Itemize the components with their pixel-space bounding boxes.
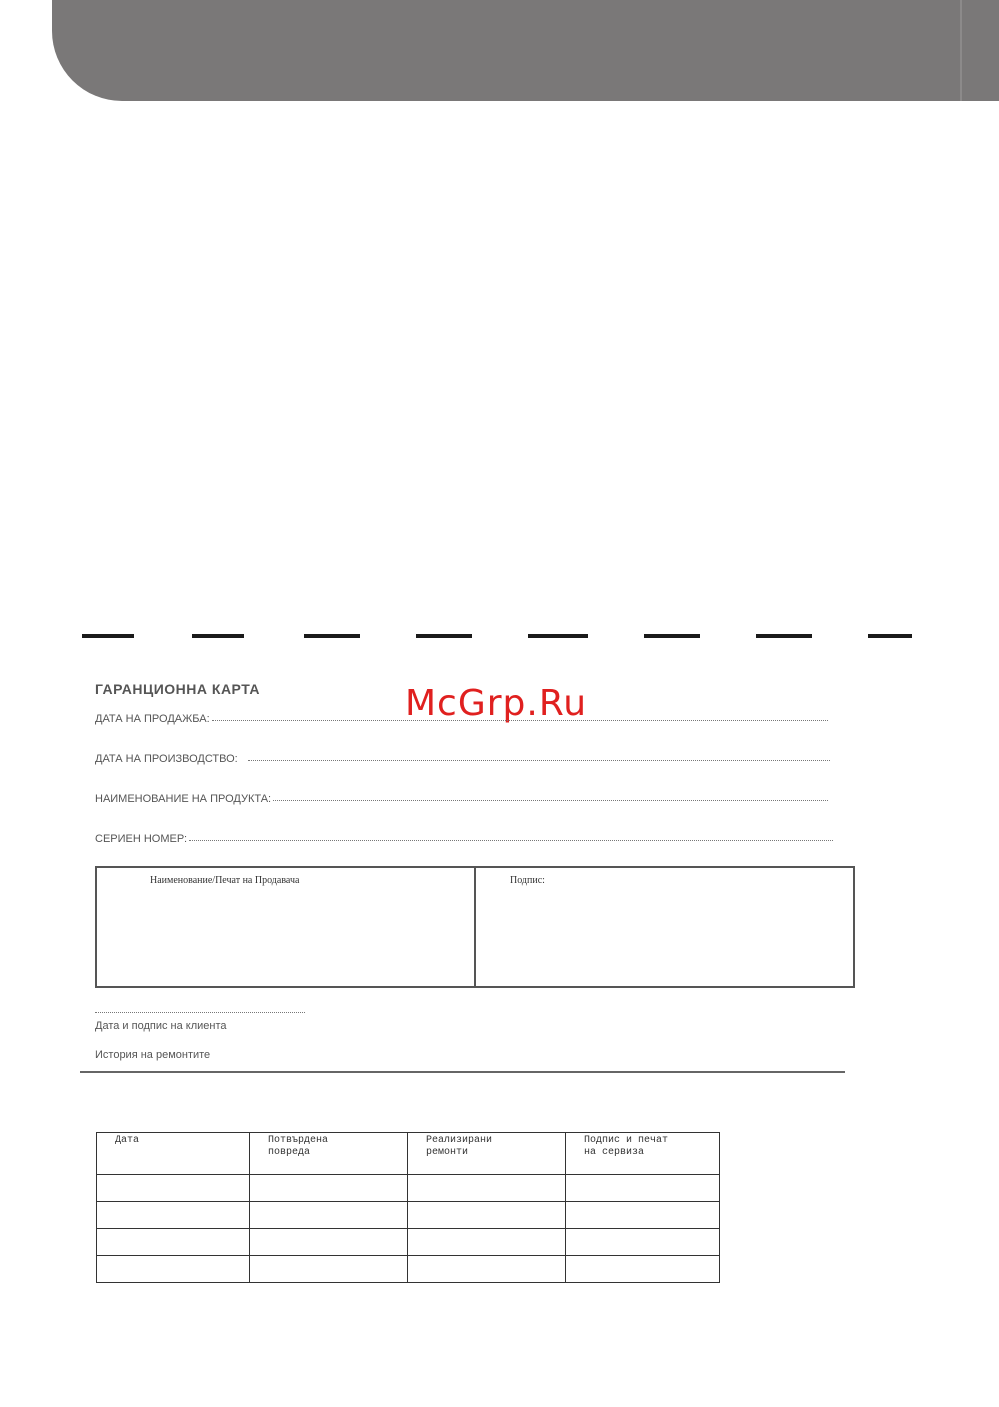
repair-history-table: [96, 1132, 720, 1283]
field-sale-date[interactable]: [95, 709, 828, 725]
field-dotted-line: [273, 799, 828, 801]
table-row: [97, 1202, 720, 1229]
table-cell[interactable]: [250, 1175, 408, 1202]
cut-line-dash: [644, 634, 700, 638]
client-signature-line[interactable]: [95, 1012, 305, 1013]
column-header: [97, 1133, 250, 1175]
field-serial-number[interactable]: [95, 829, 833, 845]
table-cell[interactable]: [250, 1256, 408, 1283]
field-product-name-label: НАИМЕНОВАНИЕ НА ПРОДУКТА:: [95, 793, 272, 805]
table-cell[interactable]: [408, 1202, 566, 1229]
warranty-card-title: ГАРАНЦИОННА КАРТА: [95, 681, 260, 697]
column-header-confirmed-damage: Потвърдена повреда: [268, 1135, 329, 1158]
signature-label: Подпис:: [510, 875, 545, 886]
field-dotted-line: [212, 719, 828, 721]
table-cell[interactable]: [250, 1229, 408, 1256]
cut-line-dash: [868, 634, 912, 638]
field-production-date-label: ДАТА НА ПРОИЗВОДСТВО:: [95, 753, 238, 765]
section-divider: [80, 1071, 845, 1073]
table-cell[interactable]: [408, 1256, 566, 1283]
cut-line-dash: [416, 634, 472, 638]
field-production-date[interactable]: [95, 749, 830, 765]
field-sale-date-label: ДАТА НА ПРОДАЖБА:: [95, 713, 210, 725]
table-cell[interactable]: [97, 1229, 250, 1256]
field-dotted-line: [189, 839, 833, 841]
table-cell[interactable]: [566, 1256, 720, 1283]
table-cell[interactable]: [566, 1202, 720, 1229]
watermark: McGrp.Ru: [405, 683, 588, 724]
header-band: [52, 0, 999, 101]
column-header: [408, 1133, 566, 1175]
table-header-row: [97, 1133, 720, 1175]
table-cell[interactable]: [566, 1175, 720, 1202]
seller-stamp-area[interactable]: [97, 868, 474, 986]
table-cell[interactable]: [250, 1202, 408, 1229]
table-row: [97, 1175, 720, 1202]
column-header: [566, 1133, 720, 1175]
cut-line-dash: [756, 634, 812, 638]
cut-line-dash: [192, 634, 244, 638]
header-divider: [960, 0, 962, 101]
field-serial-number-label: СЕРИЕН НОМЕР:: [95, 833, 188, 845]
seller-stamp-label: Наименование/Печат на Продавача: [150, 875, 300, 886]
repair-history-label: История на ремонтите: [95, 1049, 211, 1061]
seller-signature-box: [95, 866, 855, 988]
table-cell[interactable]: [408, 1175, 566, 1202]
column-header-repairs-done: Реализирани ремонти: [426, 1135, 493, 1158]
table-cell[interactable]: [408, 1229, 566, 1256]
field-dotted-line: [248, 759, 830, 761]
cut-line-dash: [304, 634, 360, 638]
column-header-date: Дата: [115, 1135, 140, 1146]
column-header-service-signature: Подпис и печат на сервиза: [584, 1135, 669, 1158]
cut-line-dash: [528, 634, 588, 638]
client-date-signature-label: Дата и подпис на клиента: [95, 1020, 227, 1032]
table-row: [97, 1229, 720, 1256]
signature-area[interactable]: [474, 868, 853, 986]
table-cell[interactable]: [97, 1256, 250, 1283]
column-header: [250, 1133, 408, 1175]
table-cell[interactable]: [97, 1202, 250, 1229]
cut-line-dash: [82, 634, 134, 638]
table-cell[interactable]: [97, 1175, 250, 1202]
field-product-name[interactable]: [95, 789, 828, 805]
table-cell[interactable]: [566, 1229, 720, 1256]
table-row: [97, 1256, 720, 1283]
